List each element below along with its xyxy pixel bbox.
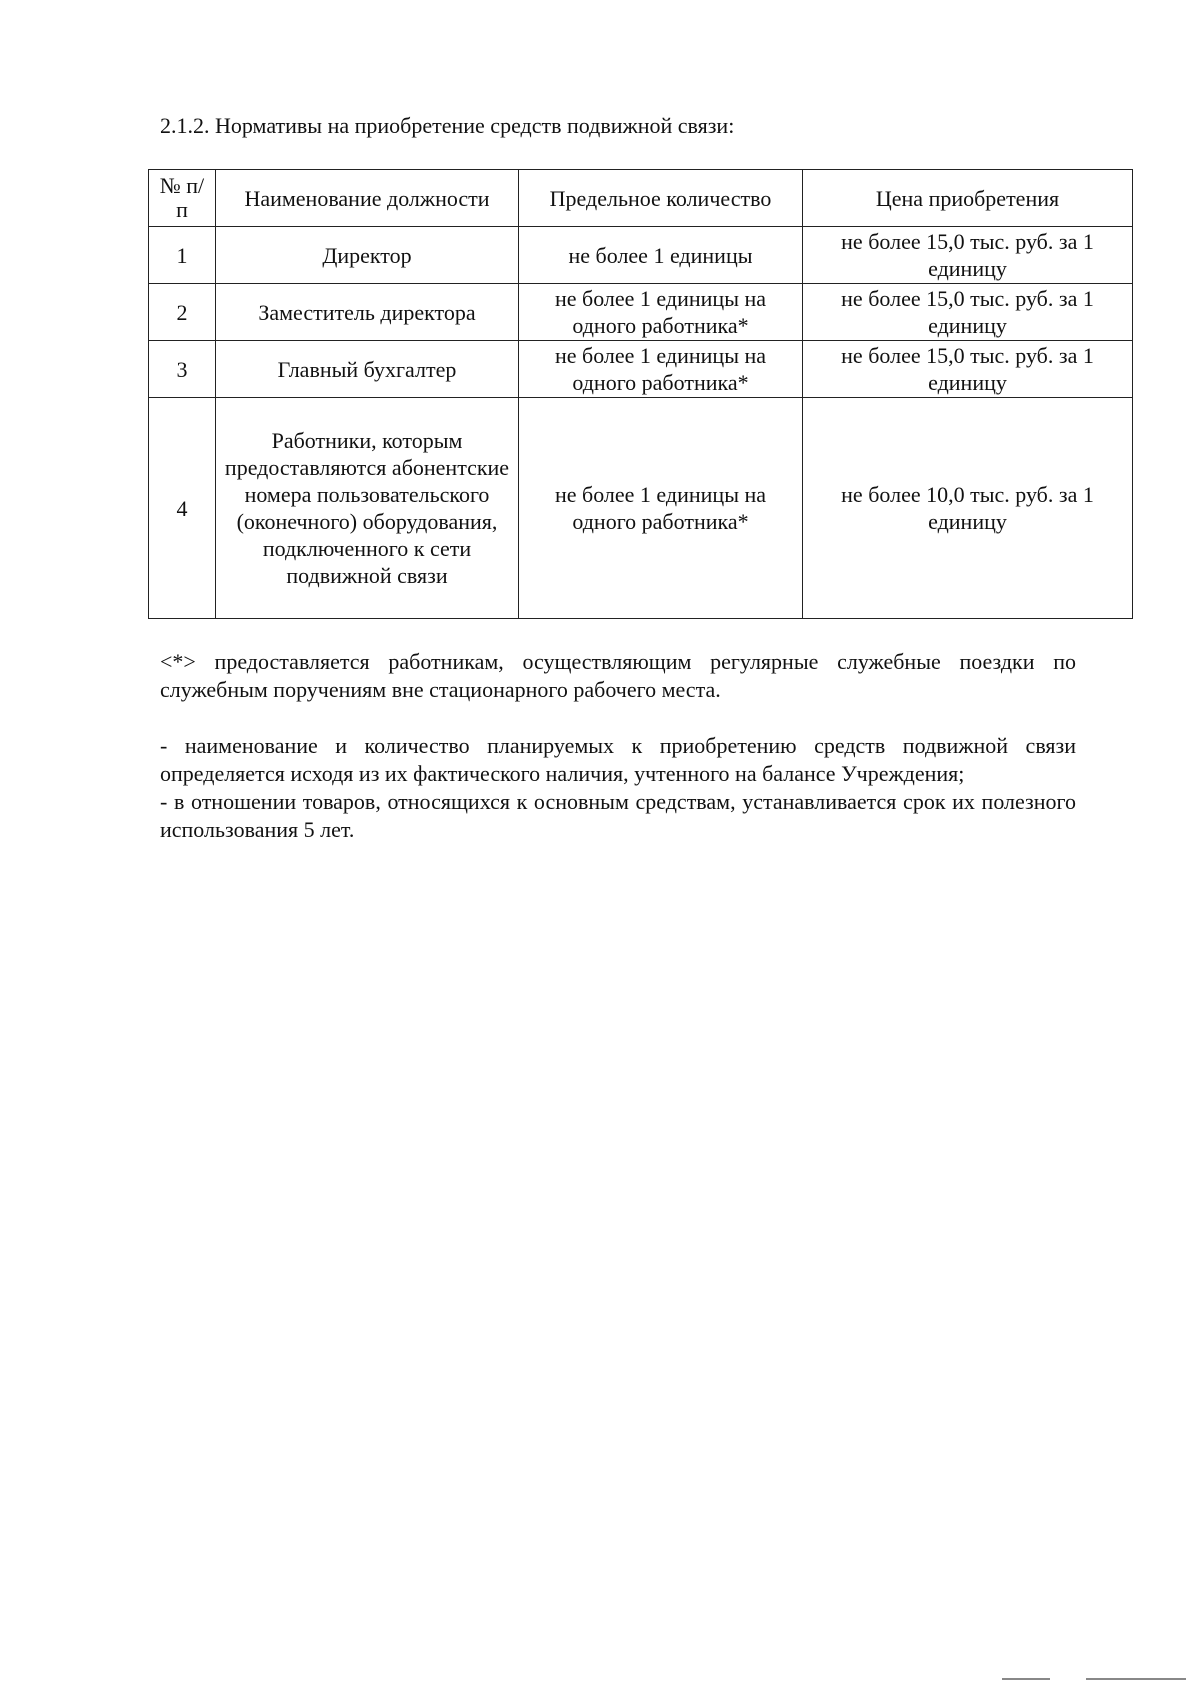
row-purchase-price: не более 15,0 тыс. руб. за 1 единицу: [803, 341, 1133, 398]
norms-table: [148, 169, 1133, 619]
footnote: <*> предоставляется работникам, осуществляющим регулярные служебные поездки по служебным поручениям вне стационарного рабочего места.: [160, 649, 1076, 702]
row-position: Директор: [216, 227, 519, 284]
table-row: [149, 227, 1133, 284]
row-number: 4: [149, 398, 216, 619]
header-position: Наименование должности: [216, 170, 519, 227]
row-number: 3: [149, 341, 216, 398]
row-purchase-price: не более 10,0 тыс. руб. за 1 единицу: [803, 398, 1133, 619]
row-purchase-price: не более 15,0 тыс. руб. за 1 единицу: [803, 284, 1133, 341]
row-purchase-price: не более 15,0 тыс. руб. за 1 единицу: [803, 227, 1133, 284]
header-number: № п/п: [149, 170, 216, 227]
row-limit-quantity: не более 1 единицы на одного работника*: [519, 398, 803, 619]
table-row: [149, 341, 1133, 398]
table-row: [149, 284, 1133, 341]
notes: [160, 732, 1076, 844]
row-limit-quantity: не более 1 единицы: [519, 227, 803, 284]
header-limit-quantity: Предельное количество: [519, 170, 803, 227]
scan-artifact-mark: [1086, 1678, 1186, 1680]
row-position: Главный бухгалтер: [216, 341, 519, 398]
table-row: [149, 398, 1133, 619]
note-item: - наименование и количество планируемых к приобретению средств подвижной связи определяется исходя из их фактического наличия, учтенного на балансе Учреждения;: [160, 733, 1076, 786]
section-heading: 2.1.2. Нормативы на приобретение средств подвижной связи:: [160, 113, 735, 138]
row-position: Работники, которым предоставляются абонентские номера пользовательского (оконечного) оборудования, подключенного к сети подвижной связи: [216, 398, 519, 619]
row-number: 1: [149, 227, 216, 284]
row-number: 2: [149, 284, 216, 341]
table-header-row: [149, 170, 1133, 227]
scan-artifact-mark: [1002, 1678, 1050, 1680]
row-limit-quantity: не более 1 единицы на одного работника*: [519, 341, 803, 398]
row-position: Заместитель директора: [216, 284, 519, 341]
header-purchase-price: Цена приобретения: [803, 170, 1133, 227]
note-item: - в отношении товаров, относящихся к основным средствам, устанавливается срок их полезного использования 5 лет.: [160, 789, 1076, 842]
row-limit-quantity: не более 1 единицы на одного работника*: [519, 284, 803, 341]
